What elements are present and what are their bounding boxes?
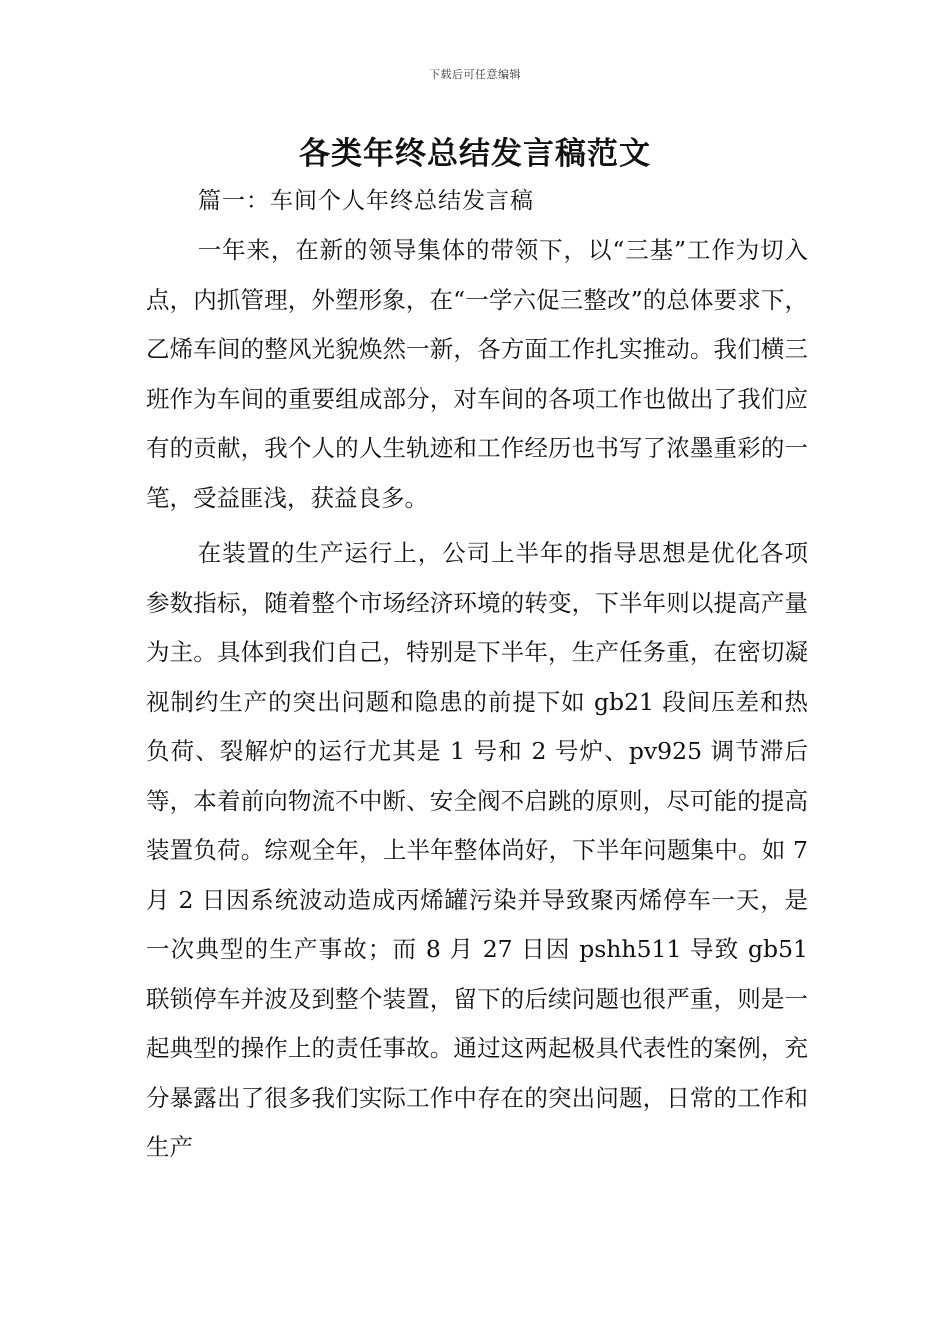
section-subtitle: 篇一：车间个人年终总结发言稿 bbox=[198, 188, 534, 214]
document-title: 各类年终总结发言稿范文 bbox=[299, 136, 651, 172]
paragraph-1: 一年来，在新的领导集体的带领下，以“三基”工作为切入点，内抓管理，外塑形象，在“一学六促三整改”的总体要求下，乙烯车间的整风光貌焕然一新，各方面工作扎实推动。我们横三班作为车间的重要组成部分，对车间的各项工作也做出了我们应有的贡献，我个人的人生轨迹和工作经历也书写了浓墨重彩的一笔，受益匪浅，获益良多。 bbox=[146, 236, 808, 512]
header-note: 下载后可任意编辑 bbox=[429, 68, 521, 81]
paragraph-2: 在装置的生产运行上，公司上半年的指导思想是优化各项参数指标，随着整个市场经济环境的转变，下半年则以提高产量为主。具体到我们自己，特别是下半年，生产任务重，在密切凝视制约生产的突出问题和隐患的前提下如 gb21 段间压差和热负荷、裂解炉的运行尤其是 1 号和 2 号炉、pv925 调节滞后等，本着前向物流不中断、安全阀不启跳的原则，尽可能的提高装置负荷。综观全年，上半年整体尚好，下半年问题集中。如 7 月 2 日因系统波动造成丙烯罐污染并导致聚丙烯停车一天，是一次典型的生产事故；而 8 月 27 日因 pshh511 导致 gb51 联锁停车并波及到整个装置，留下的后续问题也很严重，则是一起典型的操作上的责任事故。通过这两起极具代表性的案例，充分暴露出了很多我们实际工作中存在的突出问题，日常的工作和生产 bbox=[146, 539, 808, 1161]
body-text bbox=[146, 226, 808, 1173]
